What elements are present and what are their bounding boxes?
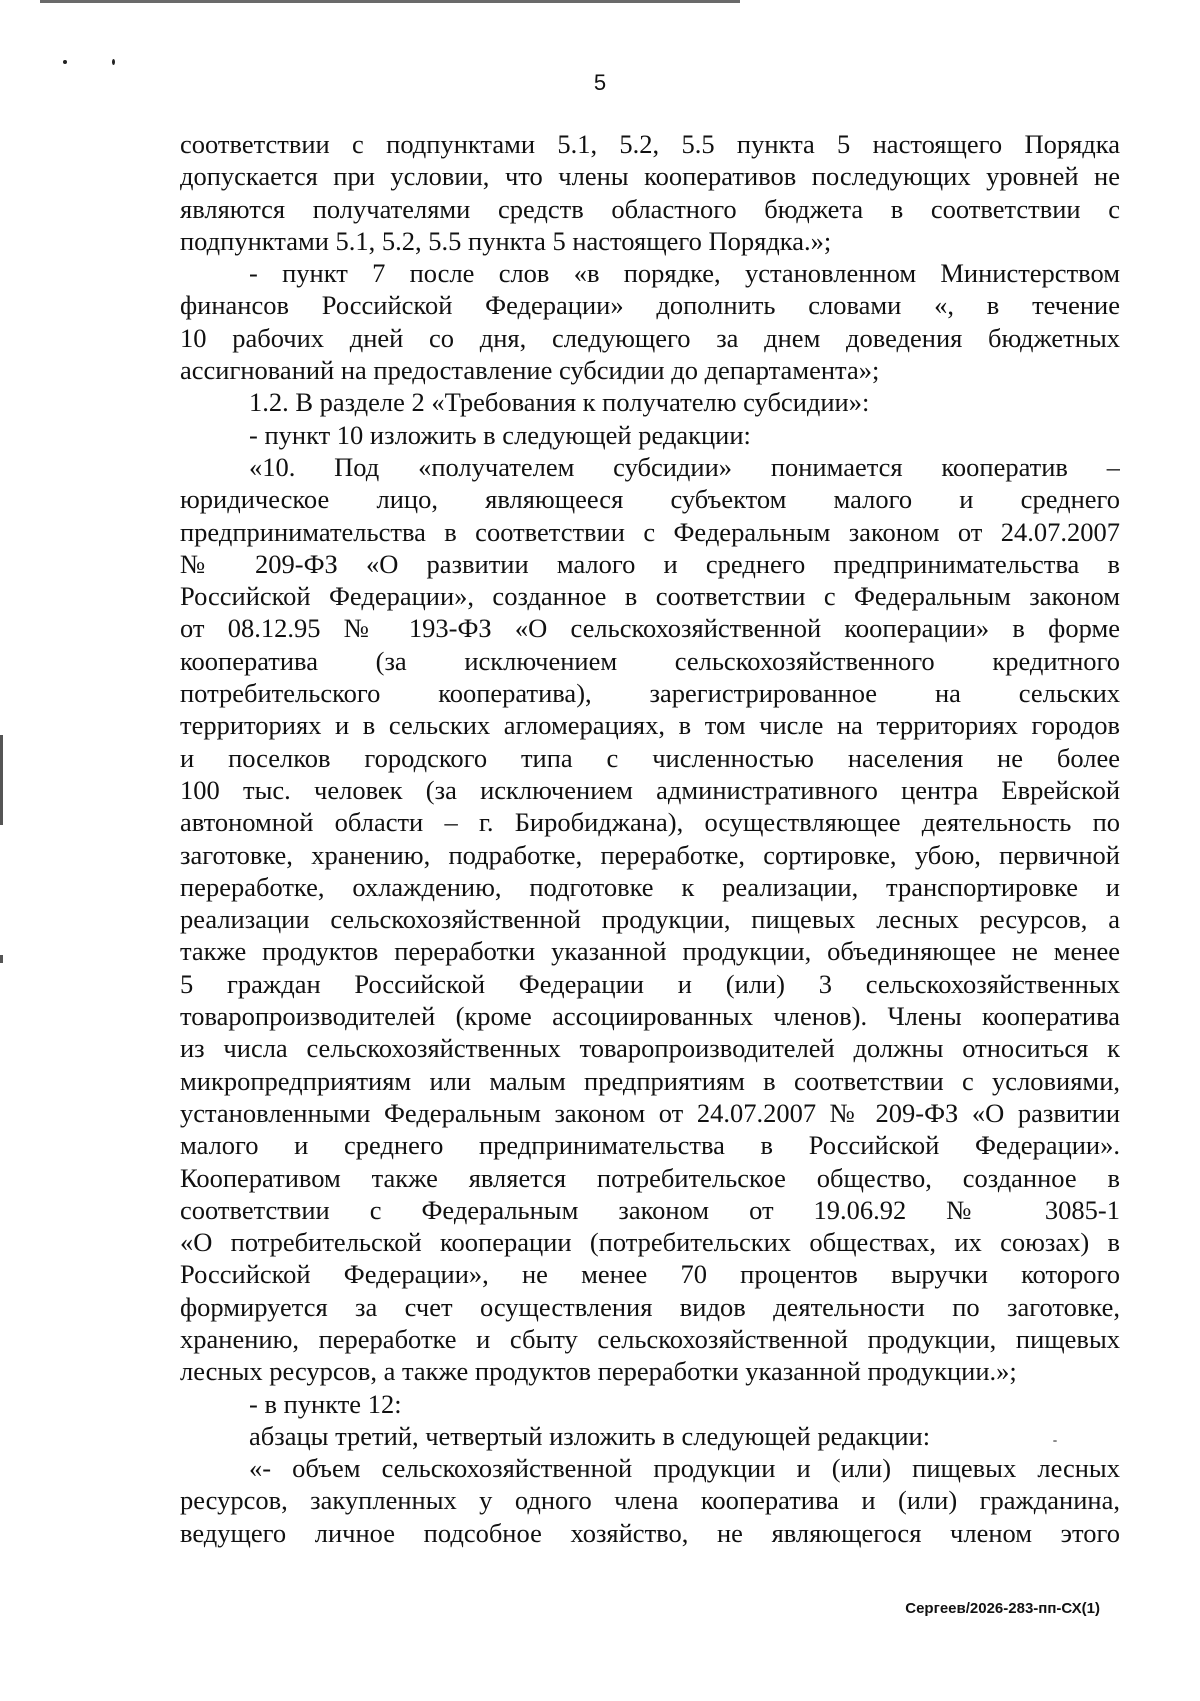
text-line: предпринимательства в соответствии с Федеральным законом от 24.07.2007 bbox=[180, 516, 1120, 547]
text-line: «- объем сельскохозяйственной продукции и (или) пищевых лесных bbox=[249, 1453, 1120, 1484]
text-line: лесных ресурсов, а также продуктов переработки указанной продукции.»; bbox=[180, 1356, 1017, 1387]
text-line: Российской Федерации», не менее 70 процентов выручки которого bbox=[180, 1259, 1120, 1290]
text-line: хранению, переработке и сбыту сельскохозяйственной продукции, пищевых bbox=[180, 1323, 1120, 1354]
text-line: являются получателями средств областного бюджета в соответствии с bbox=[180, 193, 1120, 224]
text-line: от 08.12.95 № 193-ФЗ «О сельскохозяйственной кооперации» в форме bbox=[180, 613, 1120, 644]
text-line: финансов Российской Федерации» дополнить словами «, в течение bbox=[180, 290, 1120, 321]
text-line: переработке, охлаждению, подготовке к реализации, транспортировке и bbox=[180, 871, 1120, 902]
text-line: ассигнований на предоставление субсидии до департамента»; bbox=[180, 355, 880, 386]
text-line: - пункт 7 после слов «в порядке, установленном Министерством bbox=[249, 258, 1120, 289]
scan-margin-mark bbox=[0, 955, 3, 963]
text-line: автономной области – г. Биробиджана), осуществляющее деятельность по bbox=[180, 807, 1120, 838]
scan-margin-dot bbox=[112, 59, 115, 65]
text-line: ведущего личное подсобное хозяйство, не являющегося членом этого bbox=[180, 1517, 1120, 1548]
text-line: заготовке, хранению, подработке, переработке, сортировке, убою, первичной bbox=[180, 839, 1120, 870]
scan-margin-mark bbox=[0, 735, 3, 825]
scan-top-rule bbox=[40, 0, 740, 3]
text-line: и поселков городского типа с численностью населения не более bbox=[180, 742, 1120, 773]
text-line: формируется за счет осуществления видов деятельности по заготовке, bbox=[180, 1291, 1120, 1322]
document-code: Сергеев/2026-283-пп-СХ(1) bbox=[905, 1600, 1100, 1617]
text-line: абзацы третий, четвертый изложить в следующей редакции: bbox=[249, 1420, 931, 1451]
text-line: товаропроизводителей (кроме ассоциированных членов). Члены кооператива bbox=[180, 1001, 1120, 1032]
text-line: Российской Федерации», созданное в соответствии с Федеральным законом bbox=[180, 581, 1120, 612]
text-line: территориях и в сельских агломерациях, в том числе на территориях городов bbox=[180, 710, 1120, 741]
text-line: реализации сельскохозяйственной продукции, пищевых лесных ресурсов, а bbox=[180, 904, 1120, 935]
text-line: № 209-ФЗ «О развитии малого и среднего предпринимательства в bbox=[180, 548, 1120, 579]
text-line: подпунктами 5.1, 5.2, 5.5 пункта 5 настоящего Порядка.»; bbox=[180, 225, 832, 256]
text-line: кооператива (за исключением сельскохозяйственного кредитного bbox=[180, 645, 1120, 676]
text-line: - в пункте 12: bbox=[249, 1388, 402, 1419]
scan-margin-dot bbox=[63, 60, 67, 64]
text-line: юридическое лицо, являющееся субъектом малого и среднего bbox=[180, 484, 1120, 515]
text-line: ресурсов, закупленных у одного члена кооператива и (или) гражданина, bbox=[180, 1485, 1120, 1516]
text-line: 5 граждан Российской Федерации и (или) 3 сельскохозяйственных bbox=[180, 968, 1120, 999]
text-line: из числа сельскохозяйственных товаропроизводителей должны относиться к bbox=[180, 1033, 1120, 1064]
text-line: 100 тыс. человек (за исключением административного центра Еврейской bbox=[180, 774, 1120, 805]
text-line: «10. Под «получателем субсидии» понимается кооператив – bbox=[249, 451, 1120, 482]
text-line: 1.2. В разделе 2 «Требования к получателю субсидии»: bbox=[249, 387, 870, 418]
text-line: - пункт 10 изложить в следующей редакции: bbox=[249, 419, 751, 450]
text-line: допускается при условии, что члены кооперативов последующих уровней не bbox=[180, 161, 1120, 192]
text-line: соответствии с Федеральным законом от 19.06.92 № 3085-1 bbox=[180, 1194, 1120, 1225]
text-line: малого и среднего предпринимательства в Российской Федерации». bbox=[180, 1130, 1120, 1161]
document-body bbox=[180, 128, 1120, 1549]
text-line: микропредприятиям или малым предприятиям в соответствии с условиями, bbox=[180, 1065, 1120, 1096]
text-line: «О потребительской кооперации (потребительских обществах, их союзах) в bbox=[180, 1227, 1120, 1258]
page-number: 5 bbox=[593, 70, 607, 95]
text-line: 10 рабочих дней со дня, следующего за днем доведения бюджетных bbox=[180, 322, 1120, 353]
text-line: соответствии с подпунктами 5.1, 5.2, 5.5 пункта 5 настоящего Порядка bbox=[180, 129, 1120, 159]
text-line: также продуктов переработки указанной продукции, объединяющее не менее bbox=[180, 936, 1120, 967]
text-line: Кооперативом также является потребительское общество, созданное в bbox=[180, 1162, 1120, 1193]
text-line: установленными Федеральным законом от 24.07.2007 № 209-ФЗ «О развитии bbox=[180, 1097, 1120, 1128]
text-line: потребительского кооператива), зарегистрированное на сельских bbox=[180, 678, 1120, 709]
